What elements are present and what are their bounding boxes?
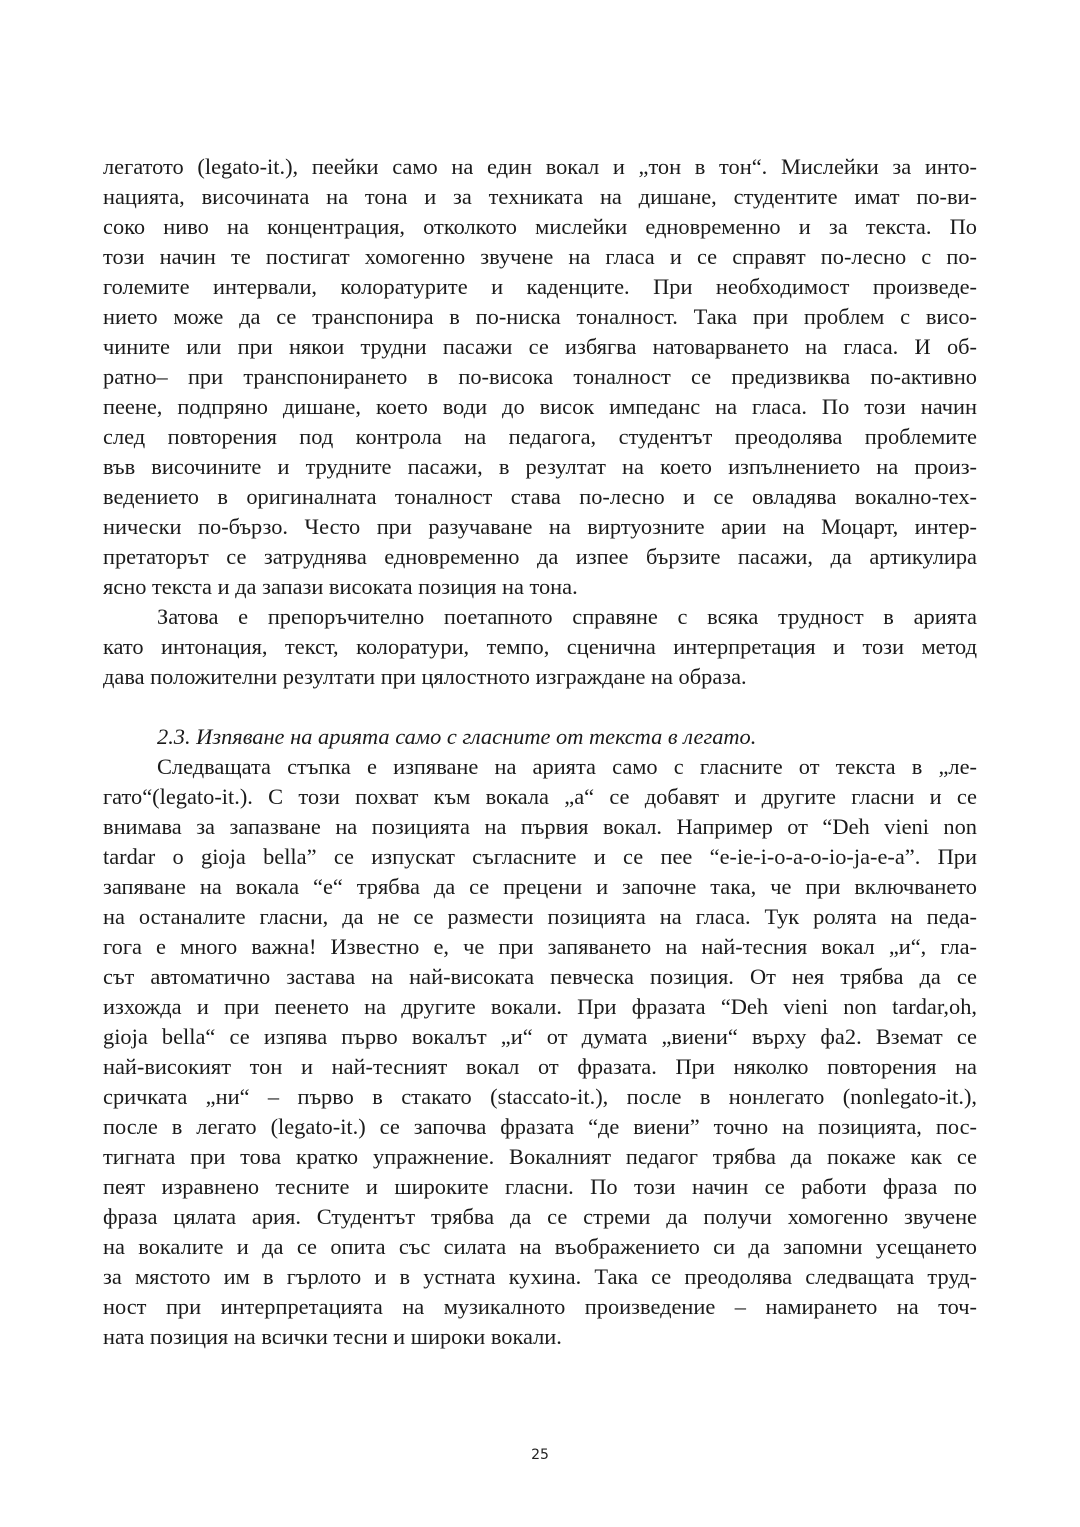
text-line: дава положителни резултати при цялостното изграждане на образа. [103,664,747,689]
text-line: нически по-бързо. Често при разучаване на виртуозните арии на Моцарт, интер- [103,514,977,539]
text-line: сричката „ни“ – първо в стакато (staccato-it.), после в нонлегато (nonlegato-it.), [103,1084,977,1109]
paragraph-2 [103,602,977,692]
text-line: пеене, подпряно дишане, което води до висок импеданс на гласа. По този начин [103,394,977,419]
text-line: ратно– при транспонирането в по-висока тоналност се предизвиква по-активно [103,364,977,389]
text-line: внимава за запазване на позицията на първия вокал. Например от “Deh vieni non [103,814,977,839]
text-line: гато“(legato-it.). С този похват към вокала „а“ се добавят и другите гласни и се [103,784,977,809]
page-number: 25 [531,1447,549,1463]
text-line: за мястото им в гърлото и в устната кухина. Така се преодолява следващата труд- [103,1264,977,1289]
text-line: тигната при това кратко упражнение. Вокалният педагог трябва да покаже как се [103,1144,977,1169]
text-line: най-високият тон и най-тесният вокал от фразата. При няколко повторения на [103,1054,977,1079]
text-line: нацията, височината на тона и за техниката на дишане, студентите имат по-ви- [103,184,977,209]
section-heading: 2.3. Изпяване на арията само с гласните от текста в легато. [157,724,757,749]
text-line: фраза цялата ария. Студентът трябва да се стреми да получи хомогенно звучене [103,1204,977,1229]
text-line: после в легато (legato-it.) се започва фразата “де виени” точно на позицията, пос- [103,1114,977,1139]
text-line: чините или при някои трудни пасажи се избягва натоварването на гласа. И об- [103,334,977,359]
text-line: след повторения под контрола на педагога, студентът преодолява проблемите [103,424,977,449]
text-line: на вокалите и да се опита със силата на въображението си да запомни усещането [103,1234,977,1259]
text-line: соко ниво на концентрация, отколкото мислейки едновременно и за текста. По [103,214,977,239]
text-line: gioja bella“ се изпява първо вокалът „и“ от думата „виени“ върху фа2. Вземат се [103,1024,977,1049]
text-line: големите интервали, колоратурите и каденците. При необходимост произведе- [103,274,977,299]
text-line: този начин те постигат хомогенно звучене на гласа и се справят по-лесно с по- [103,244,977,269]
text-line: ната позиция на всички тесни и широки вокали. [103,1324,562,1349]
paragraph-3 [103,752,977,1352]
text-line: претаторът се затруднява едновременно да изпее бързите пасажи, да артикулира [103,544,977,569]
text-line: ведението в оригиналната тоналност става по-лесно и се овладява вокално-тех- [103,484,977,509]
text-line: нието може да се транспонира в по-ниска тоналност. Така при проблем с висо- [103,304,977,329]
paragraph-1 [103,152,977,602]
text-line: ност при интерпретацията на музикалното произведение – намирането на точ- [103,1294,977,1319]
text-line: изхожда и при пеенето на другите вокали. При фразата “Deh vieni non tardar,oh, [103,994,977,1019]
text-line: гога е много важна! Известно е, че при запяването на най-тесния вокал „и“, гла- [103,934,977,959]
spacer [103,692,977,722]
text-line: на останалите гласни, да не се размести позицията на гласа. Тук ролята на педа- [103,904,977,929]
text-line: запяване на вокала “е“ трябва да се прецени и започне така, че при включването [103,874,977,899]
text-line: Затова е препоръчително поетапното справяне с всяка трудност в арията [157,604,977,629]
text-line: като интонация, текст, колоратури, темпо, сценична интерпретация и този метод [103,634,977,659]
text-line: Следващата стъпка е изпяване на арията само с гласните от текста в „ле- [157,754,977,779]
text-line: във височините и трудните пасажи, в резултат на което изпълнението на произ- [103,454,977,479]
text-line: легатото (legato-it.), пеейки само на един вокал и „тон в тон“. Мислейки за инто- [103,154,977,179]
text-line: ясно текста и да запази високата позиция на тона. [103,574,578,599]
page-body [103,152,977,1352]
text-line: пеят изравнено тесните и широките гласни. По този начин се работи фраза по [103,1174,977,1199]
text-line: tardar o gioja bella” се изпускат съгласните и се пее “e-ie-i-o-a-o-io-ja-e-a”. При [103,844,977,869]
text-line: сът автоматично застава на най-високата певческа позиция. От нея трябва да се [103,964,977,989]
